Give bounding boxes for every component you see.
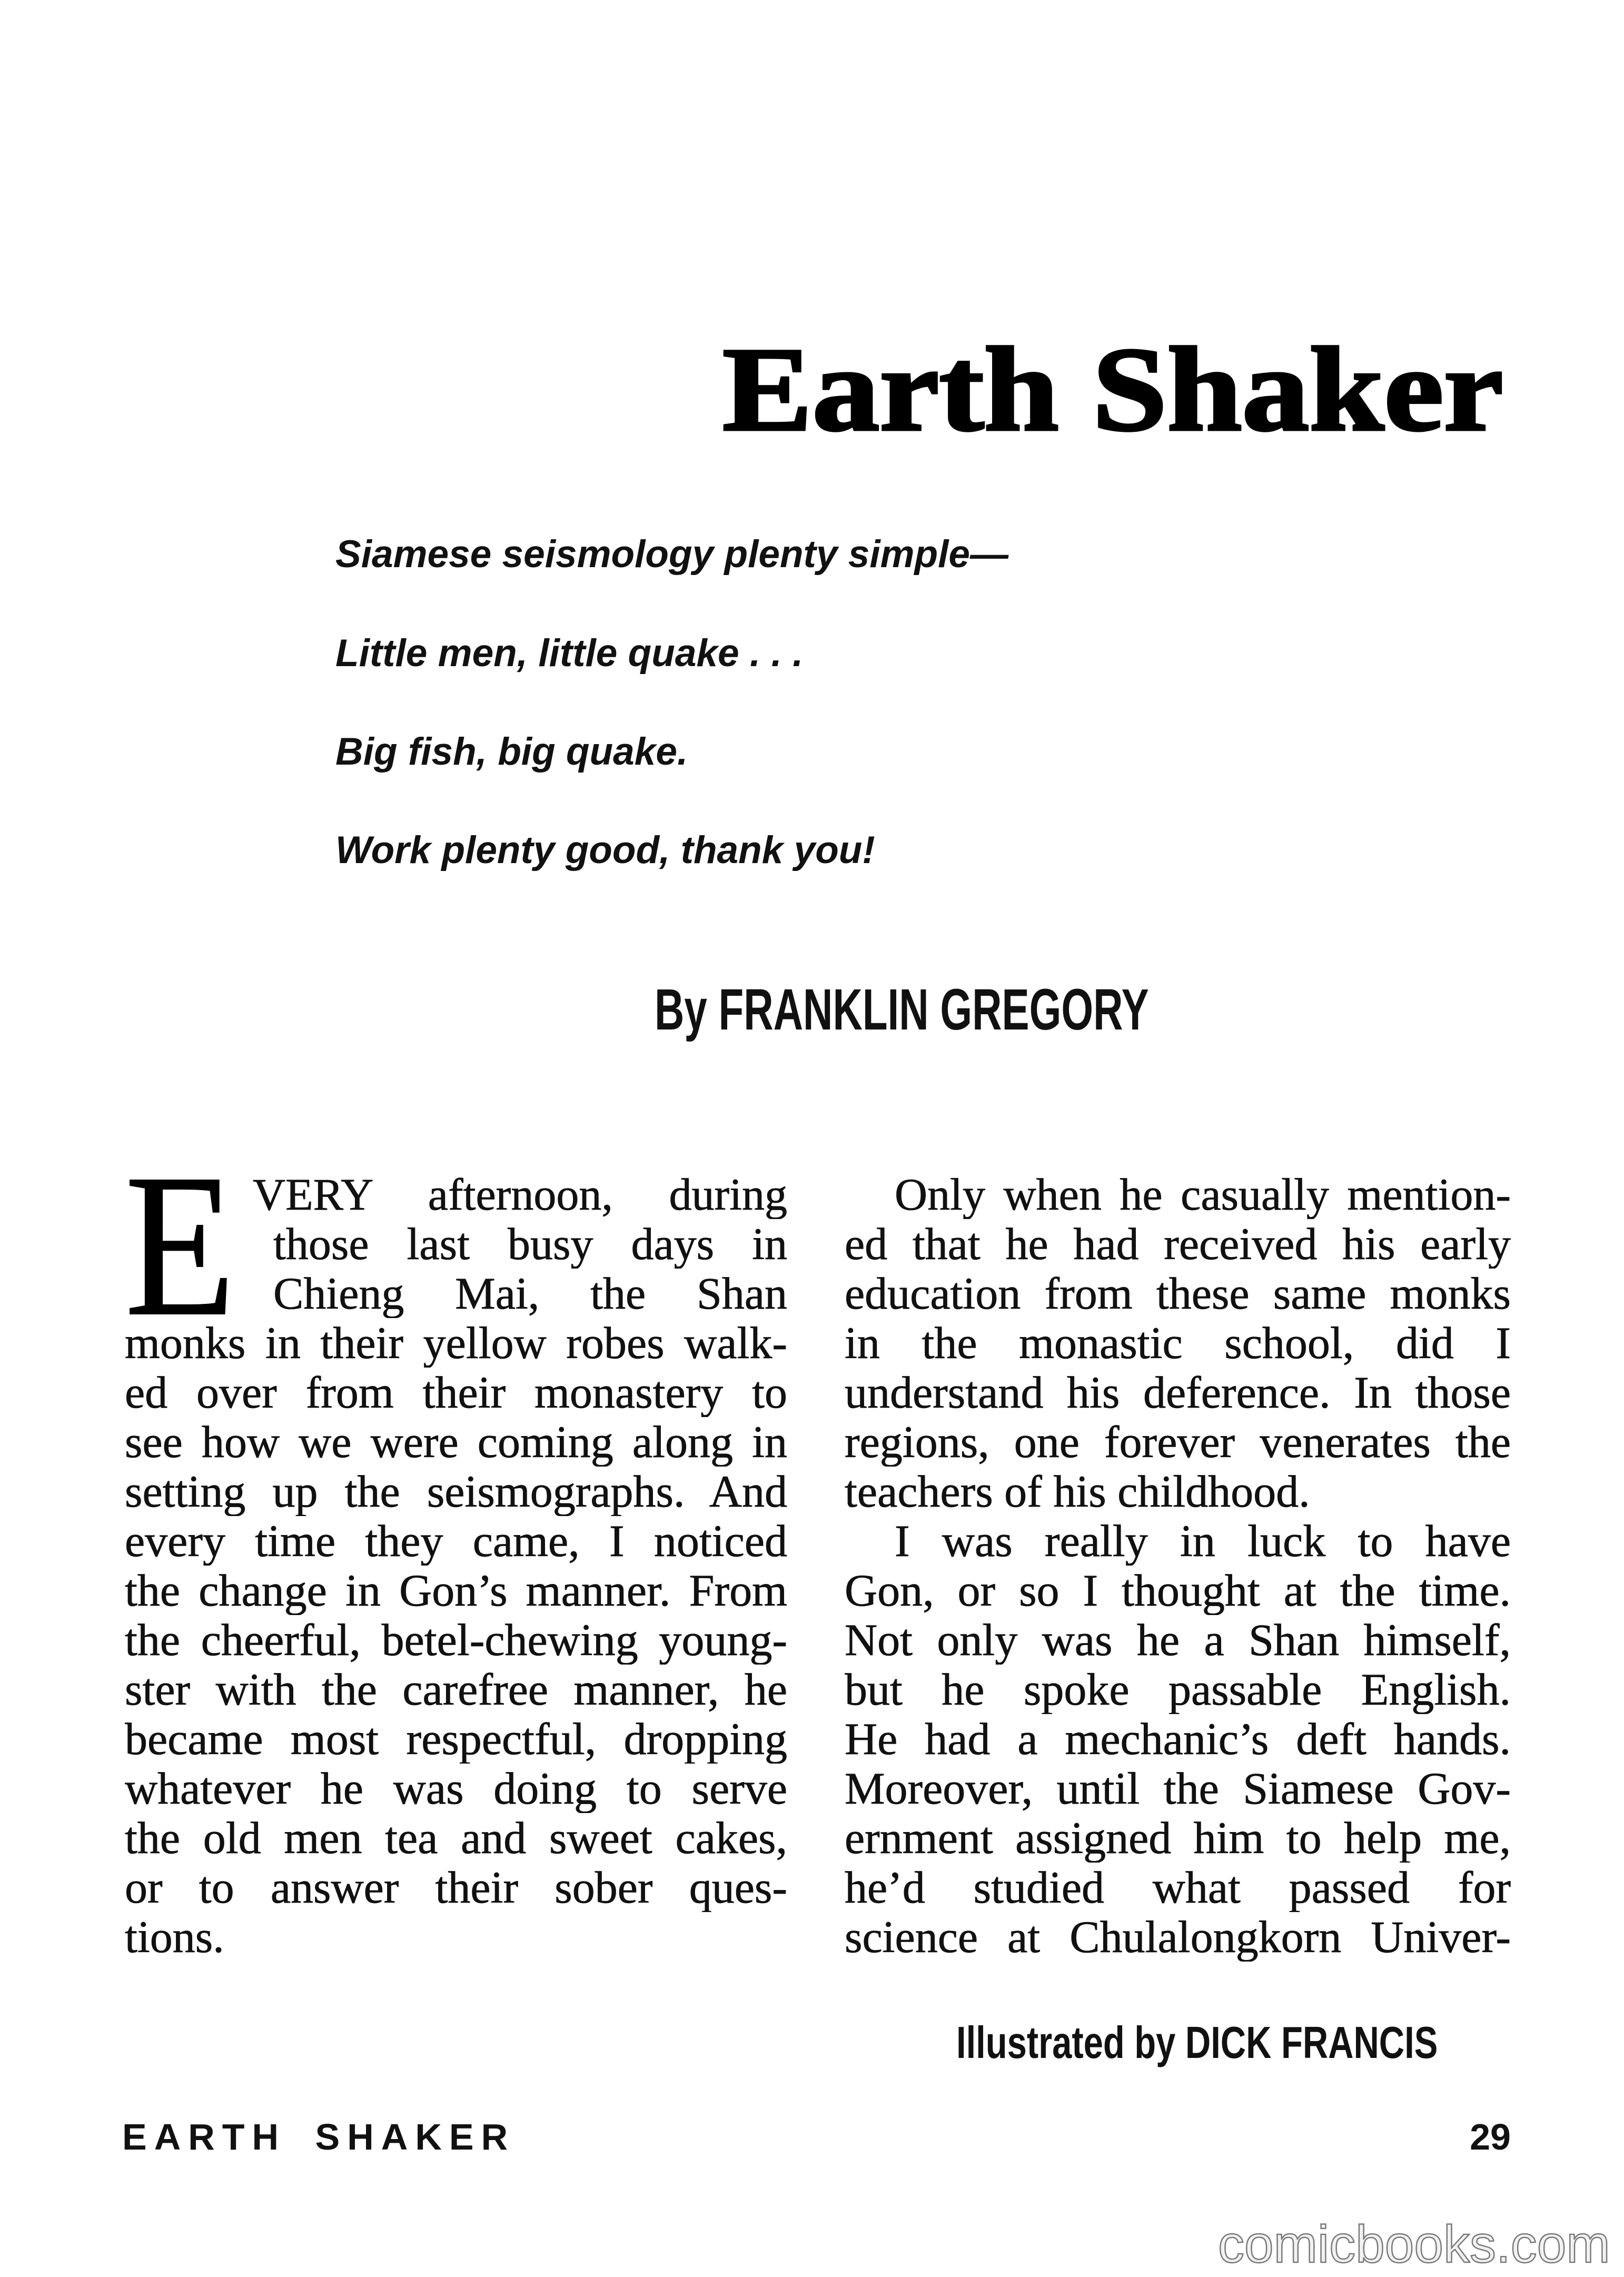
text-line: VERY afternoon, during [253,1170,787,1219]
text-line: those last busy days in [273,1219,787,1269]
blurb-line: Little men, little quake . . . [335,632,804,675]
text-line: he’d studied what passed for [845,1863,1511,1912]
text-line: Only when he casually mention- [895,1170,1511,1219]
text-line: He had a mechanic’s deft hands. [845,1714,1511,1764]
text-line: the change in Gon’s manner. From [125,1566,787,1615]
blurb-line: Big fish, big quake. [335,730,688,773]
text-column-right [845,1170,1511,1962]
text-line: but he spoke passable English. [845,1665,1511,1714]
text-column-left [125,1132,787,1962]
text-line: Not only was he a Shan himself, [845,1615,1511,1665]
text-line: monks in their yellow robes walk- [125,1318,787,1368]
illustrator-credit: Illustrated by DICK FRANCIS [956,2018,1438,2068]
text-line: whatever he was doing to serve [125,1764,787,1813]
article-title: Earth Shaker [722,323,1503,456]
text-line: the cheerful, betel-chewing young- [125,1615,787,1665]
blurb-line: Siamese seismology plenty simple— [335,533,1008,576]
text-line: see how we were coming along in [125,1417,787,1467]
text-line: education from these same monks [845,1269,1511,1318]
running-title: EARTH SHAKER [122,2116,516,2157]
text-line: ed over from their monastery to [125,1368,787,1417]
text-line: or to answer their sober ques- [125,1863,787,1912]
text-line: ster with the carefree manner, he [125,1665,787,1714]
page-number: 29 [1470,2116,1511,2157]
text-line: regions, one forever venerates the [845,1417,1511,1467]
text-line: I was really in luck to have [895,1516,1511,1566]
text-line: Moreover, until the Siamese Gov- [845,1764,1511,1813]
text-line: understand his deference. In those [845,1368,1511,1417]
watermark: comicbooks.com [1218,2215,1610,2274]
text-line: the old men tea and sweet cakes, [125,1813,787,1863]
text-line: ed that he had received his early [845,1219,1511,1269]
text-line: became most respectful, dropping [125,1714,787,1764]
text-line: ernment assigned him to help me, [845,1813,1511,1863]
text-line: Gon, or so I thought at the time. [845,1566,1511,1615]
text-line: science at Chulalongkorn Univer- [845,1912,1511,1962]
text-line: tions. [125,1912,224,1962]
text-line: teachers of his childhood. [845,1467,1310,1516]
text-line: in the monastic school, did I [845,1318,1511,1368]
blurb-line: Work plenty good, thank you! [335,829,875,872]
text-line: setting up the seismographs. And [125,1467,787,1516]
drop-cap: E [125,1132,235,1358]
text-line: every time they came, I noticed [125,1516,787,1566]
byline: By FRANKLIN GREGORY [655,977,1149,1042]
text-line: Chieng Mai, the Shan [273,1269,787,1318]
